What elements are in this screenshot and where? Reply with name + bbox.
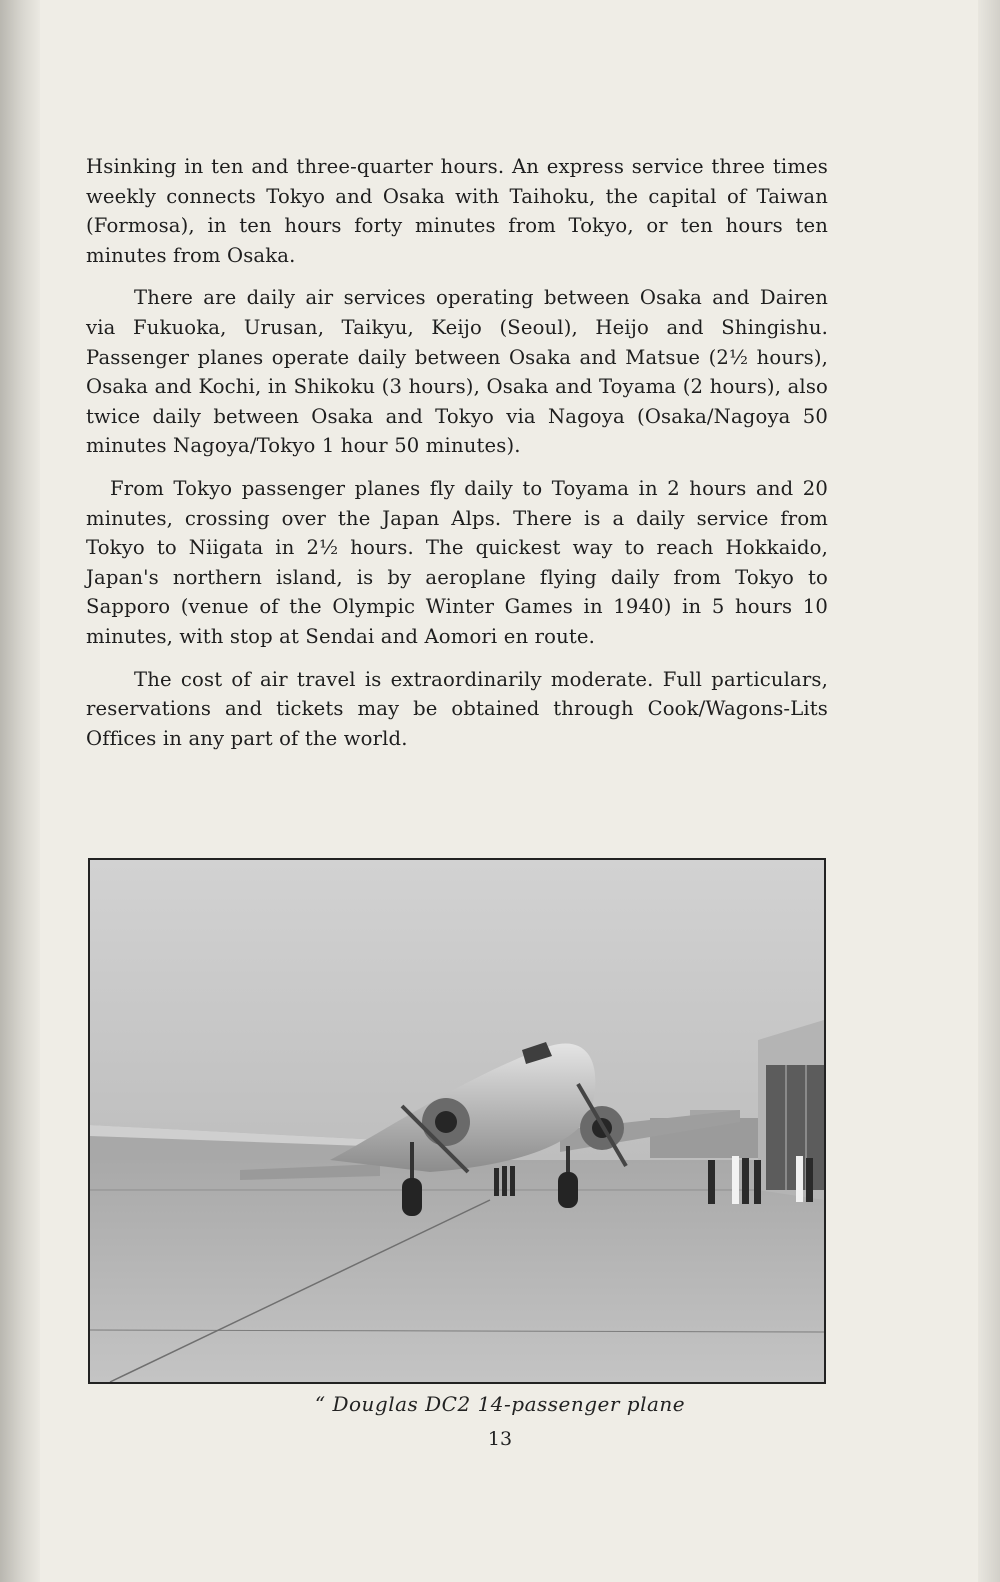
- paragraph-1: Hsinking in ten and three-quarter hours. An express service three times weekly connects Tokyo and Osaka with Taihoku, the capital of Taiwan (Formosa), in ten hours forty minutes from Tokyo, or ten hours ten minutes from Osaka.: [86, 155, 828, 267]
- paragraph-2: There are daily air services operating between Osaka and Dairen via Fukuoka, Urusan, Taikyu, Keijo (Seoul), Heijo and Shingishu. Passenger planes operate daily between Osaka and Matsue (2½ hours), Osaka and Kochi, in Shikoku (3 hours), Osaka and Toyama (2 hours), also twice daily between Osaka and Tokyo via Nagoya (Osaka/Nagoya 50 minutes Nagoya/Tokyo 1 hour 50 minutes).: [86, 286, 828, 458]
- page-number: 13: [487, 1428, 513, 1450]
- airplane-photo: [88, 858, 826, 1384]
- page-edge: [978, 0, 1000, 1582]
- body-text: [86, 152, 828, 766]
- photo-caption: “ Douglas DC2 14-passenger plane: [314, 1392, 686, 1416]
- paragraph-3: From Tokyo passenger planes fly daily to Toyama in 2 hours and 20 minutes, crossing over the Japan Alps. There is a daily service from Tokyo to Niigata in 2½ hours. The quickest way to reach Hokkaido, Japan's northern island, is by aeroplane flying daily from Tokyo to Sapporo (venue of the Olympic Winter Games in 1940) in 5 hours 10 minutes, with stop at Sendai and Aomori en route.: [86, 476, 828, 648]
- page-gutter-shadow: [0, 0, 40, 1582]
- paragraph-4: The cost of air travel is extraordinarily moderate. Full particulars, reservations and tickets may be obtained through Cook/Wagons-Lits Offices in any part of the world.: [86, 667, 828, 750]
